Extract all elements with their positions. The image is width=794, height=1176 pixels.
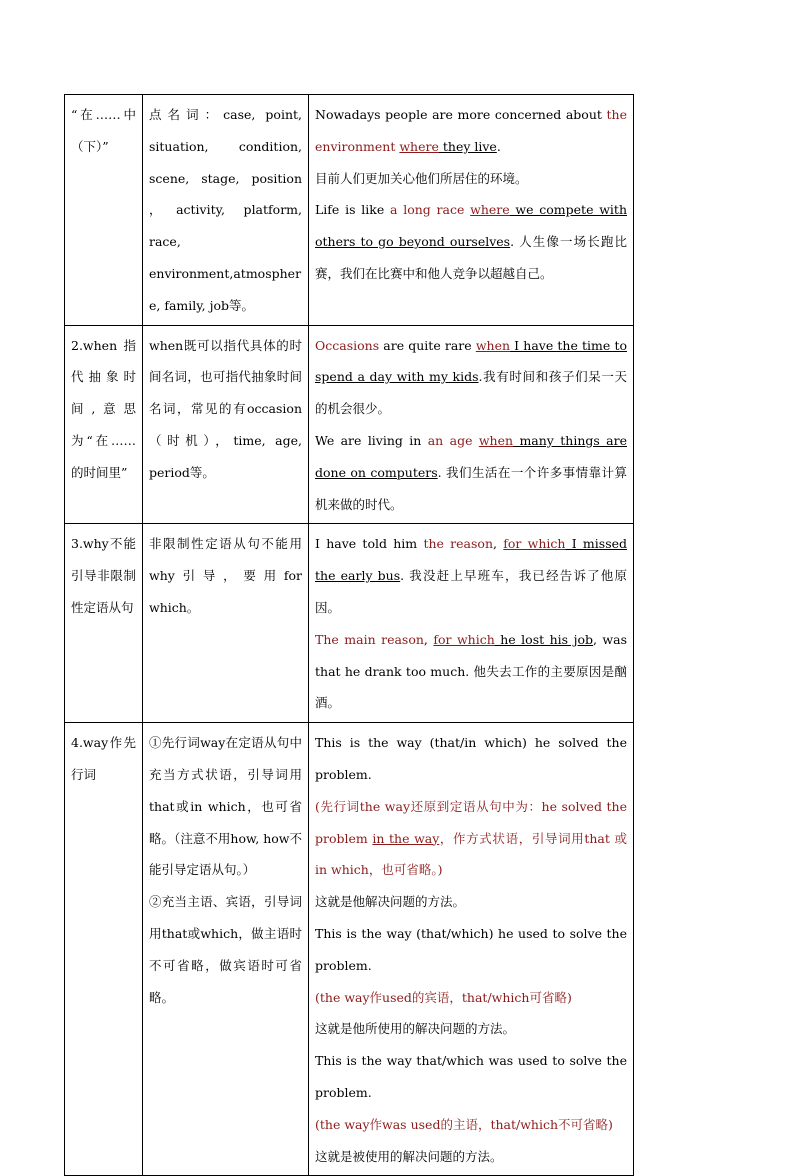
- topic-cell: 2.when指代抽象时间,意思为“在……的时间里”: [65, 325, 143, 524]
- example-text: Nowadays people are more concerned about: [315, 107, 607, 122]
- example-cell: [309, 723, 634, 1176]
- example-text: the reason: [423, 536, 493, 552]
- example-text: ，作方式状语，引导词用that 或in which，也可省略。): [315, 830, 627, 878]
- topic-cell: 4.way作先行词: [65, 723, 143, 1176]
- example-text: The main reason: [315, 631, 424, 647]
- example-text: an age: [427, 432, 479, 448]
- example-text: a long race: [389, 202, 471, 218]
- example-cell: [309, 524, 634, 723]
- example-text: 这就是被使用的解决问题的方法。: [315, 1148, 503, 1164]
- example-text: We are living in: [315, 432, 428, 448]
- example-text: many things are done on computers: [315, 432, 627, 480]
- rule-cell: 非限制性定语从句不能用why引导，要用for which。: [143, 524, 309, 723]
- example-text: I have told him: [315, 536, 424, 552]
- topic-cell: “在……中（下）”: [65, 95, 143, 326]
- example-text: he lost his job: [494, 631, 593, 647]
- example-text: .我有时间和孩子们呆一天的机会很少。: [315, 369, 627, 417]
- topic-cell: 3.why不能引导非限制性定语从句: [65, 524, 143, 723]
- table-row: [65, 325, 634, 524]
- example-text: This is the way that/which was used to solve the problem.: [315, 1053, 627, 1100]
- example-text: when: [475, 337, 511, 353]
- example-text: for which: [503, 536, 566, 552]
- table-row: [65, 723, 634, 1176]
- rule-cell: [143, 723, 309, 1176]
- example-text: I have the time to spend a day with my kids: [315, 337, 627, 385]
- example-text: Occasions: [315, 337, 380, 353]
- example-text: Life is like: [315, 202, 390, 218]
- rule-cell: 点名词：case, point, situation, condition, scene, stage, position ，activity, platform, race, environment,atmosphere, family, job等。: [143, 95, 309, 326]
- rule-cell: when既可以指代具体的时间名词，也可指代抽象时间名词，常见的有occasion（时机），time, age, period等。: [143, 325, 309, 524]
- example-text: when: [478, 432, 514, 448]
- table-row: [65, 95, 634, 326]
- example-text: in the way: [372, 830, 440, 846]
- example-text: , was that he drank too much. 他失去工作的主要原因是酗酒。: [315, 631, 628, 711]
- example-text: we compete with others to go beyond ourselves: [315, 202, 627, 250]
- example-text: ,: [493, 536, 504, 552]
- example-text: I missed the early bus: [315, 536, 628, 584]
- example-text: 这就是他解决问题的方法。: [315, 894, 466, 910]
- example-text: for which: [433, 631, 495, 647]
- example-text: This is the way (that/in which) he solved the problem.: [315, 735, 627, 782]
- table-row: [65, 524, 634, 723]
- example-text: ,: [423, 631, 434, 647]
- example-text: where: [399, 138, 439, 154]
- example-text: are quite rare: [379, 337, 476, 353]
- example-text: .: [496, 138, 501, 154]
- example-text: . 我们生活在一个许多事情靠计算机来做的时代。: [315, 464, 627, 512]
- example-text: (the way作was used的主语，that/which不可省略): [315, 1116, 613, 1132]
- rule-point: ②充当主语、宾语，引导词用that或which，做主语时不可省略，做宾语时可省略。: [149, 894, 302, 1005]
- example-text: the environment: [315, 107, 627, 154]
- example-text: . 人生像一场长跑比赛，我们在比赛中和他人竞争以超越自己。: [315, 234, 627, 281]
- example-cell: [309, 325, 634, 524]
- grammar-table: [64, 94, 634, 1176]
- example-text: (the way作used的宾语，that/which可省略): [315, 989, 572, 1005]
- example-text: 这就是他所使用的解决问题的方法。: [315, 1021, 516, 1037]
- example-cell: [309, 95, 634, 326]
- example-text: This is the way (that/which) he used to solve the problem.: [315, 925, 627, 973]
- example-text: (先行词the way还原到定语从句中为：he solved the problem: [315, 798, 627, 846]
- example-text: 目前人们更加关心他们所居住的环境。: [315, 170, 528, 186]
- example-text: where: [470, 202, 510, 218]
- example-text: . 我没赶上早班车，我已经告诉了他原因。: [315, 568, 627, 615]
- example-text: they live: [438, 138, 497, 154]
- rule-point: ①先行词way在定语从句中充当方式状语，引导词用that或in which，也可省略。（注意不用how, how不能引导定语从句。）: [149, 735, 302, 878]
